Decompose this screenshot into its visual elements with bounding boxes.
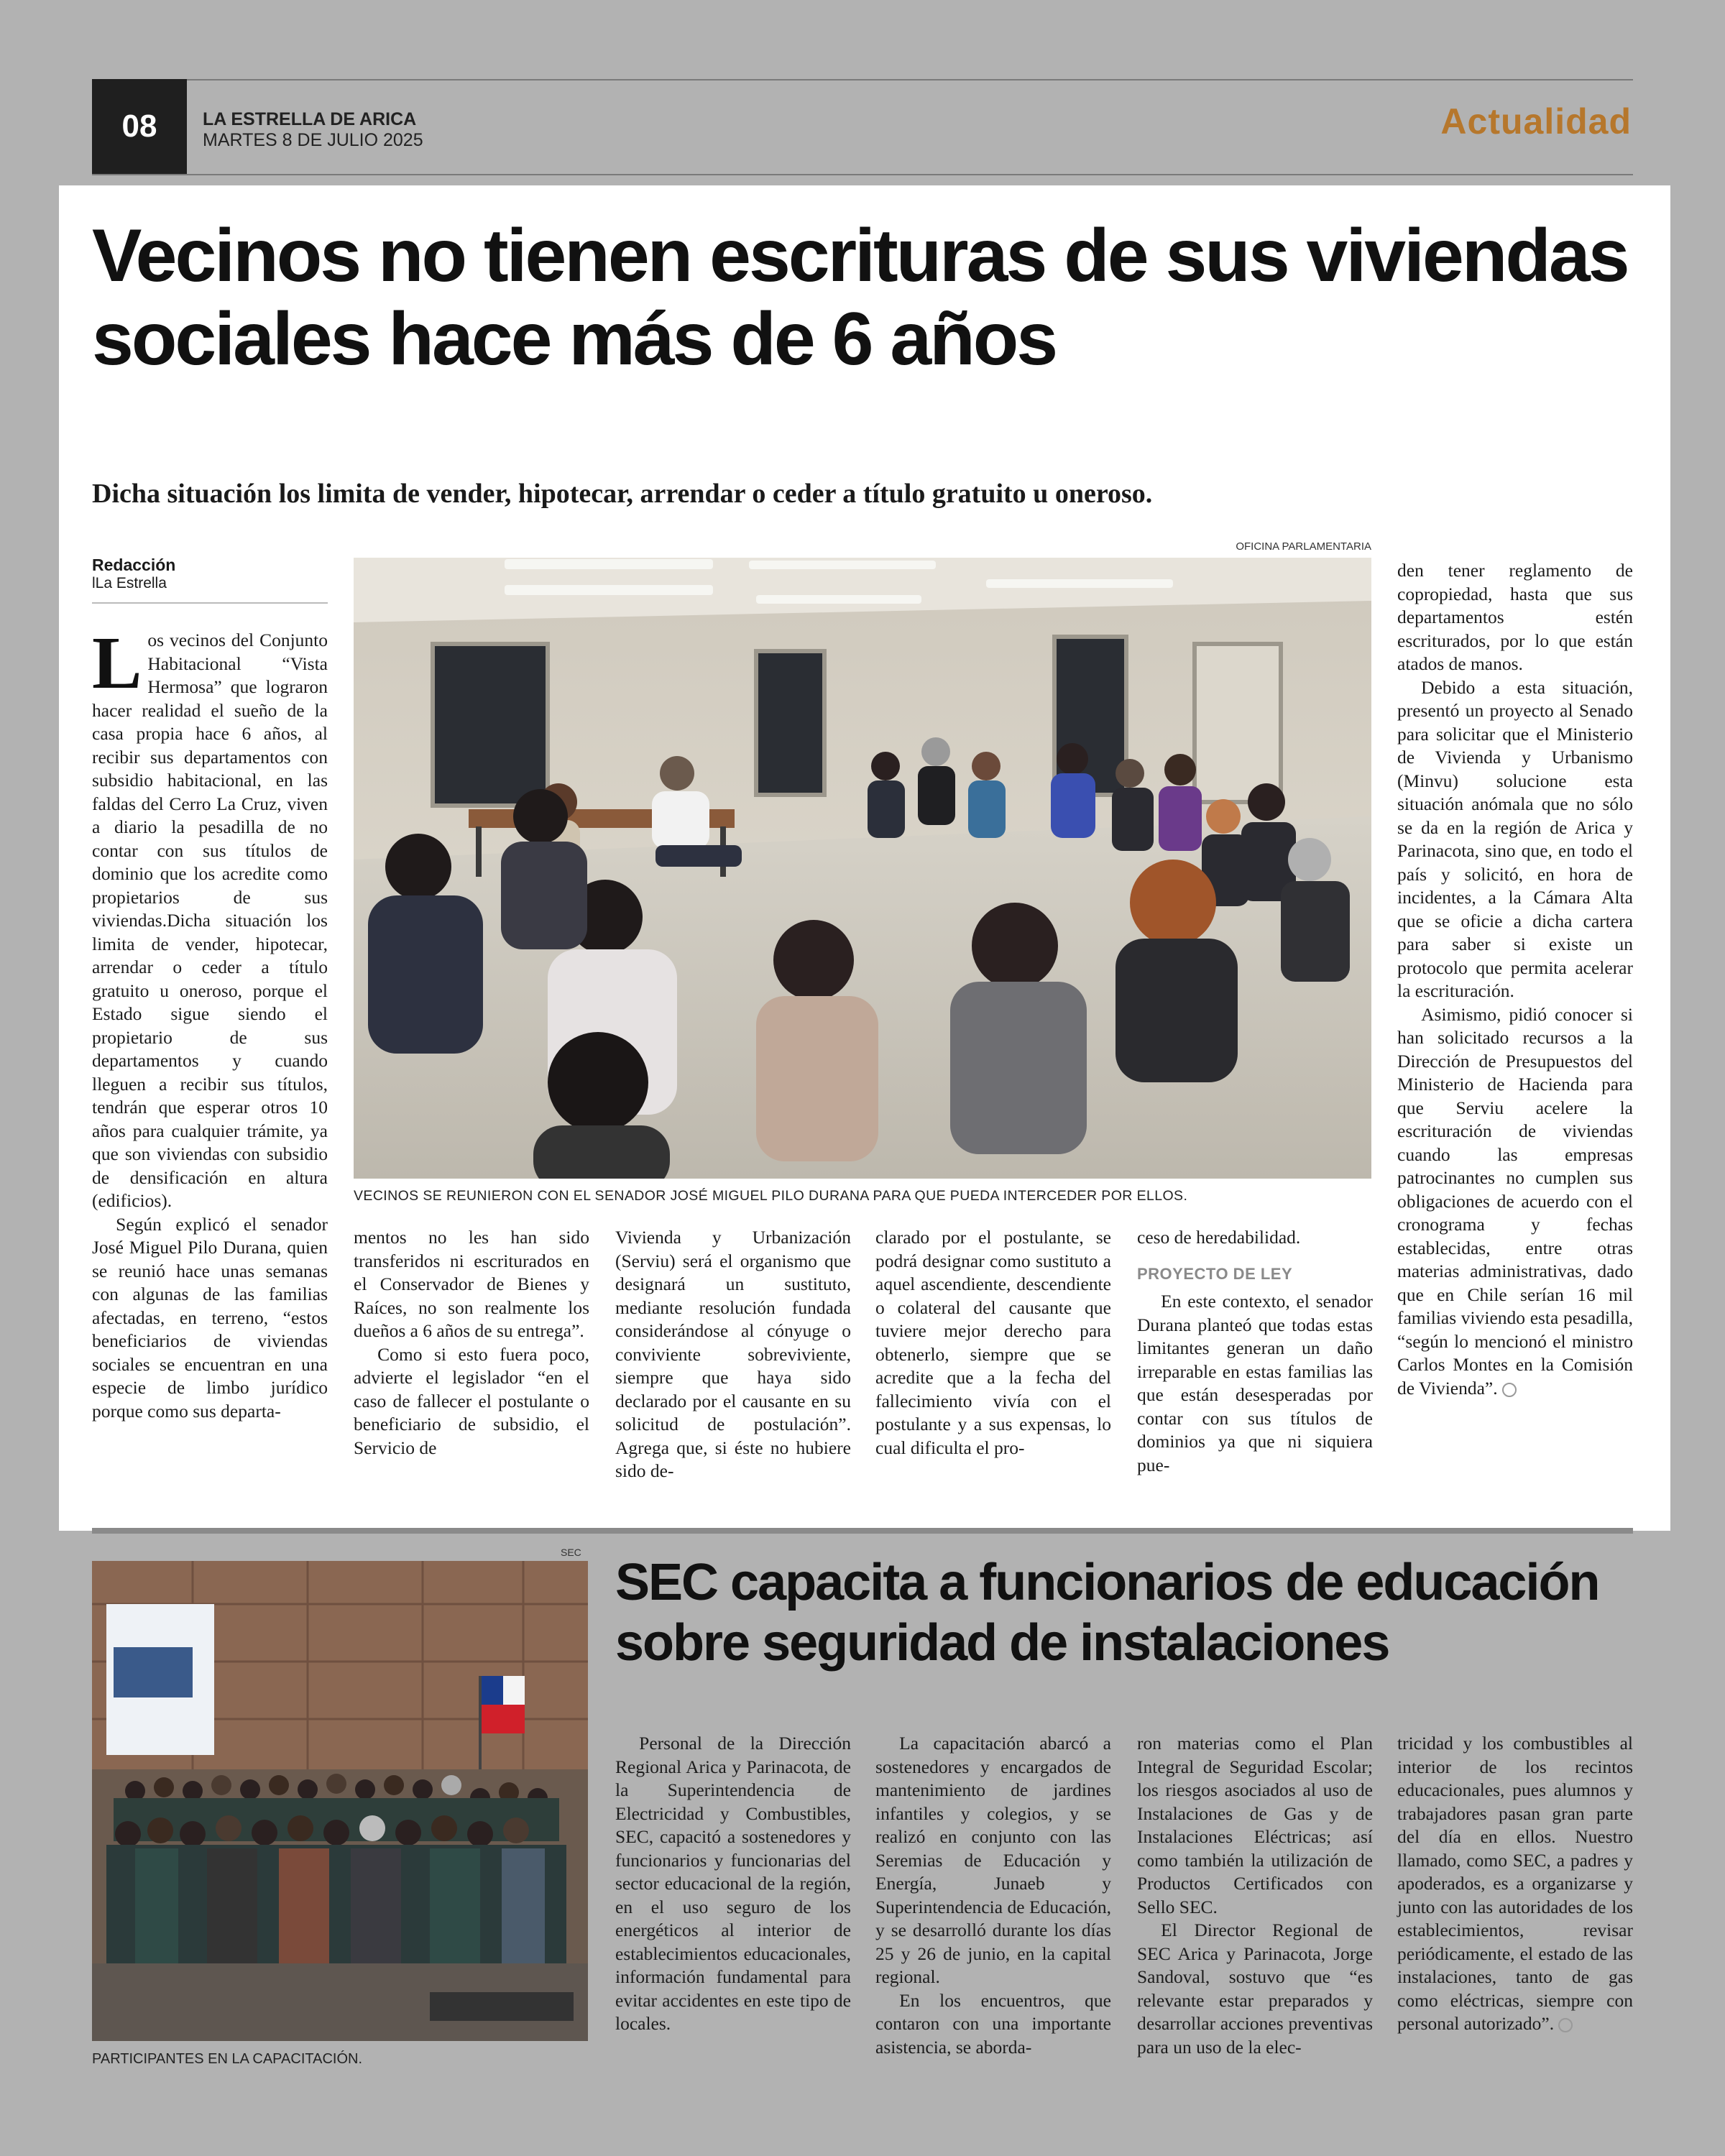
section-subheading: PROYECTO DE LEY xyxy=(1137,1264,1293,1283)
photo-credit: OFICINA PARLAMENTARIA xyxy=(1236,540,1371,553)
paragraph: tricidad y los combustibles al interior de los recintos educacionales, pues alumnos y trabajadores pasan gran parte del día en ellos. Nuestro llamado, como SEC, a padres y apoderados, es a organizarse y junto con las autoridades de los establecimientos, revisar periódicamente, el estado de las instalaciones, tanto de gas como eléctricas, siempre con personal autorizado”. xyxy=(1397,1733,1633,2034)
meeting-photo xyxy=(354,558,1371,1179)
article-separator xyxy=(92,1528,1633,1534)
drop-cap: L xyxy=(92,622,142,704)
page-number: 08 xyxy=(92,79,187,174)
article2-column-1 xyxy=(615,1732,851,2036)
paragraph: En los encuentros, que contaron con una importante asistencia, se aborda- xyxy=(875,1989,1111,2058)
article-headline: SEC capacita a funcionarios de educación sobre seguridad de instalaciones xyxy=(615,1554,1599,1672)
training-photo xyxy=(92,1561,588,2041)
byline-author: Redacción xyxy=(92,556,176,574)
photo-caption: PARTICIPANTES EN LA CAPACITACIÓN. xyxy=(92,2051,363,2067)
photo-credit: SEC xyxy=(561,1547,581,1558)
article-column-6 xyxy=(1397,559,1633,1400)
training-photo-image xyxy=(92,1561,588,2041)
paragraph: Como si esto fuera poco, advierte el legislador “en el caso de fallecer el postulante o beneficiario de subsidio, el Servicio de xyxy=(354,1343,589,1458)
article-column-1 xyxy=(92,622,328,1423)
article-column-3 xyxy=(615,1226,851,1483)
article2-column-4 xyxy=(1397,1732,1633,2036)
photo-caption: VECINOS SE REUNIERON CON EL SENADOR JOSÉ MIGUEL PILO DURANA PARA QUE PUEDA INTERCEDER POR ELLOS. xyxy=(354,1188,1188,1204)
article2-column-3 xyxy=(1137,1732,1373,2059)
issue-date: MARTES 8 DE JULIO 2025 xyxy=(203,130,423,150)
end-mark-icon xyxy=(1502,1383,1517,1397)
article-subheadline: Dicha situación los limita de vender, hipotecar, arrendar o ceder a título gratuito u oneroso. xyxy=(92,479,1153,509)
article2-column-2 xyxy=(875,1732,1111,2059)
paragraph: Debido a esta situación, presentó un proyecto al Senado para solicitar que el Ministerio de Vivienda y Urbanismo (Minvu) solucione esta situación anómala que no sólo se da en la región de Arica y Parinacota, sino que, en todo el país y solicitó, en hora de incidentes, a la Cámara Alta que se oficie a dicha cartera para saber si existe un protocolo que permita acelerar la escrituración. xyxy=(1397,676,1633,1001)
paragraph: ron materias como el Plan Integral de Seguridad Escolar; los riesgos asociados al uso de Instalaciones de Gas y de Instalaciones Eléctricas; así como también la utilización de Productos Certificados con Sello SEC. xyxy=(1137,1733,1373,1917)
paragraph: mentos no les han sido transferidos ni escriturados en el Conservador de Bienes y Raíces, no son realmente los dueños a 6 años de su entrega”. xyxy=(354,1227,589,1341)
paragraph: El Director Regional de SEC Arica y Parinacota, Jorge Sandoval, sostuvo que “es relevante estar preparados y desarrollar acciones preventivas para un uso de la elec- xyxy=(1137,1920,1373,2058)
meeting-photo-image xyxy=(354,558,1371,1179)
byline-divider xyxy=(92,602,328,604)
paragraph: clarado por el postulante, se podrá designar como sustituto a aquel ascendiente, descendiente o colateral del causante que tuviere mejor derecho para obtenerlo, siempre que se acredite que a la fecha del fallecimiento vivía con el postulante y a sus expensas, lo cual dificulta el pro- xyxy=(875,1227,1111,1458)
paragraph: os vecinos del Conjunto Habitacional “Vista Hermosa” que lograron hacer realidad el sueño de la casa propia hace 6 años, al recibir sus departamentos con subsidio habitacional, en las faldas del Cerro La Cruz, viven a diario la pesadilla de no contar con sus títulos de dominio que los acredite como propietarios de sus viviendas.Dicha situación los limita de vender, hipotecar, arrendar o ceder a título gratuito u oneroso, porque el Estado sigue siendo el propietario de sus departamentos y cuando lleguen a recibir sus títulos, tendrán que esperar otros 10 años para cualquier trámite, ya que son viviendas con subsidio de densificación en altura (edificios). xyxy=(92,630,328,1211)
header-bottom-rule xyxy=(92,174,1633,175)
paragraph: Personal de la Dirección Regional Arica y Parinacota, de la Superintendencia de Electricidad y Combustibles, SEC, capacitó a sostenedores y funcionarios y funcionarias del sector educacional de la región, en el uso seguro de los energéticos al interior de establecimientos educacionales, información fundamental para evitar accidentes en este tipo de locales. xyxy=(615,1733,851,2034)
paragraph: Asimismo, pidió conocer si han solicitado recursos a la Dirección de Presupuestos del Ministerio de Hacienda para que Serviu acelere la escrituración de viviendas cuando las empresas patrocinantes no cumplen sus obligaciones de acuerdo con el cronograma y fechas establecidas, entre otras materias administrativas, dado que en Chile serían 16 mil familias viviendo esta pesadilla, “según lo mencionó el ministro Carlos Montes en la Comisión de Vivienda”. xyxy=(1397,1003,1633,1399)
paragraph: ceso de heredabilidad. xyxy=(1137,1227,1301,1248)
article-column-2 xyxy=(354,1226,589,1460)
article-headline: Vecinos no tienen escrituras de sus viviendas sociales hace más de 6 años xyxy=(92,214,1628,381)
header-top-rule xyxy=(92,79,1633,80)
article-column-4 xyxy=(875,1226,1111,1460)
article-column-5 xyxy=(1137,1226,1373,1477)
paragraph: En este contexto, el senador Durana planteó que todas estas limitantes generan un daño irreparable en estas familias las que están desesperadas por contar con sus títulos de dominios ya que ni siquiera pue- xyxy=(1137,1291,1373,1475)
end-mark-icon xyxy=(1558,2018,1573,2032)
newspaper-name: LA ESTRELLA DE ARICA xyxy=(203,109,417,129)
paragraph: Según explicó el senador José Miguel Pilo Durana, quien se reunió hace unas semanas con algunas de las familias afectadas, en terreno, “estos beneficiarios de viviendas sociales se encuentran en una especie de limbo jurídico porque como sus departa- xyxy=(92,1213,328,1422)
byline-source: lLa Estrella xyxy=(92,575,167,591)
paragraph: La capacitación abarcó a sostenedores y encargados de mantenimiento de jardines infantiles y colegios, y se realizó en conjunto con las Seremias de Educación y Energía, Junaeb y Superintendencia de Educación, y se desarrolló durante los días 25 y 26 de junio, en la capital regional. xyxy=(875,1733,1111,1987)
section-label: Actualidad xyxy=(1440,101,1632,142)
paragraph: den tener reglamento de copropiedad, hasta que sus departamentos estén escriturados, por lo que están atados de manos. xyxy=(1397,560,1633,674)
paragraph: Vivienda y Urbanización (Serviu) será el organismo que designará un sustituto, mediante resolución fundada considerándose al cónyuge o conviviente sobreviviente, siempre que haya sido declarado por el causante en su solicitud de postulación”. Agrega que, si éste no hubiere sido de- xyxy=(615,1227,851,1481)
